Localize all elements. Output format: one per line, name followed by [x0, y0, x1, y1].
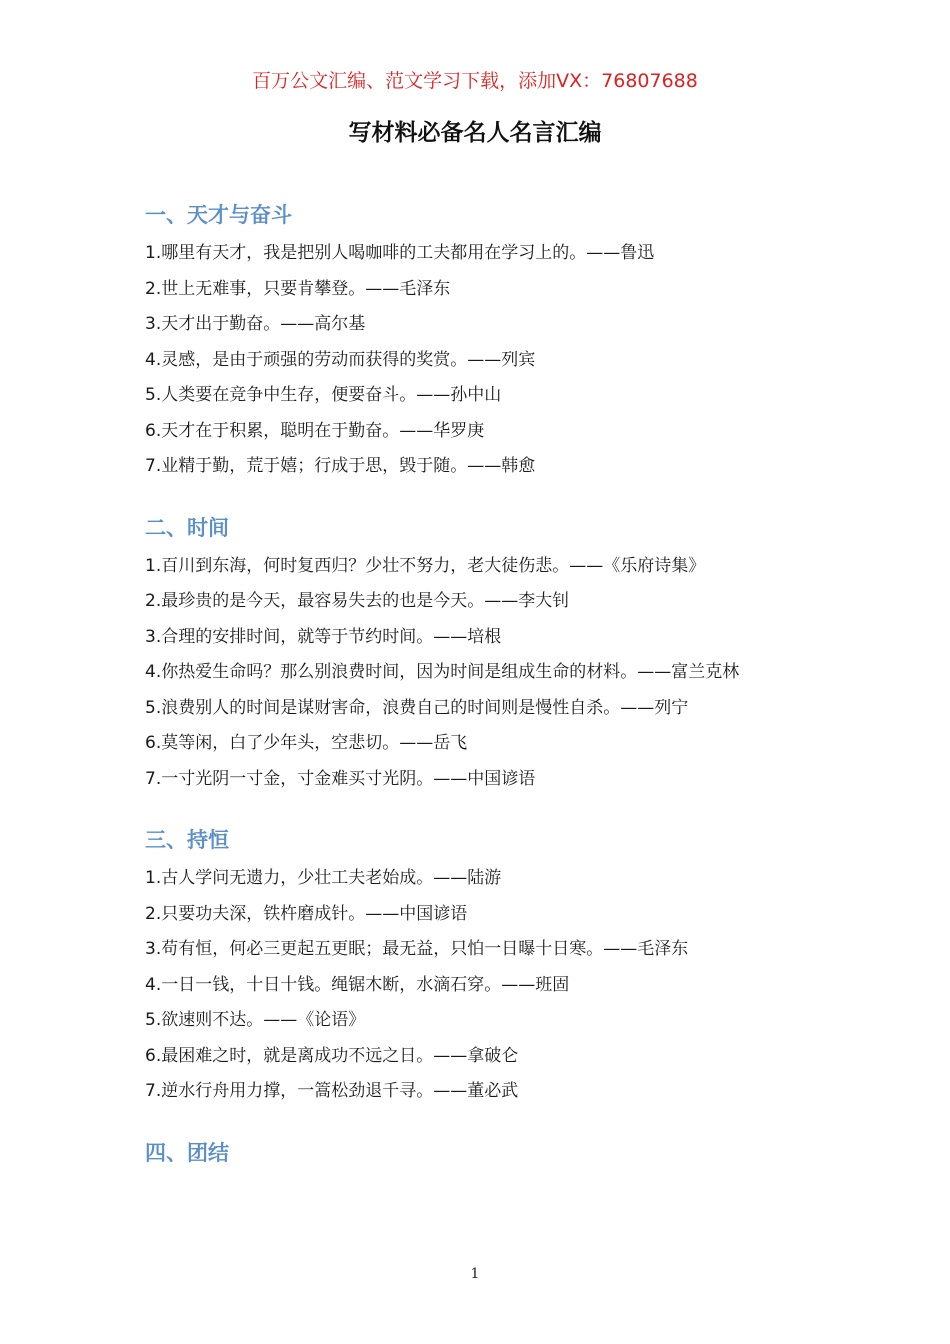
quote-item: 7.一寸光阴一寸金，寸金难买寸光阴。——中国谚语	[145, 768, 536, 789]
section-perseverance	[145, 825, 805, 1110]
quote-item: 3.天才出于勤奋。——高尔基	[145, 314, 366, 334]
quote-item: 5.人类要在竞争中生存，便要奋斗。——孙中山	[145, 385, 502, 405]
promo-banner: 百万公文汇编、范文学习下载，添加VX：76807688	[252, 70, 698, 92]
quote-item: 1.百川到东海，何时复西归？少壮不努力，老大徒伤悲。——《乐府诗集》	[145, 555, 706, 576]
quote-item: 4.灵感，是由于顽强的劳动而获得的奖赏。——列宾	[145, 349, 536, 370]
page-number: 1	[470, 1266, 480, 1282]
document-title: 写材料必备名人名言汇编	[348, 120, 602, 146]
quote-item: 1.古人学问无遗力，少壮工夫老始成。——陆游	[145, 868, 502, 888]
quote-item: 3.合理的安排时间，就等于节约时间。——培根	[145, 626, 502, 647]
quote-item: 6.天才在于积累，聪明在于勤奋。——华罗庚	[145, 420, 485, 441]
quote-item: 2.只要功夫深，铁杵磨成针。——中国谚语	[145, 903, 468, 924]
quote-item: 7.逆水行舟用力撑，一篙松劲退千寻。——董必武	[145, 1081, 519, 1101]
quote-item: 2.世上无难事，只要肯攀登。——毛泽东	[145, 278, 451, 299]
section-unity	[145, 1138, 805, 1168]
quote-item: 4.一日一钱，十日十钱。绳锯木断，水滴石穿。——班固	[145, 974, 570, 995]
quote-item: 6.最困难之时，就是离成功不远之日。——拿破仑	[145, 1045, 519, 1066]
quote-item: 3.苟有恒，何必三更起五更眠；最无益，只怕一日曝十日寒。——毛泽东	[145, 939, 689, 959]
section-heading: 二、时间	[145, 515, 229, 540]
quote-item: 6.莫等闲，白了少年头，空悲切。——岳飞	[145, 733, 468, 753]
section-heading: 一、天才与奋斗	[145, 203, 292, 227]
section-heading: 四、团结	[145, 1140, 229, 1165]
quote-item: 4.你热爱生命吗？那么别浪费时间，因为时间是组成生命的材料。——富兰克林	[145, 662, 740, 682]
quote-item: 5.浪费别人的时间是谋财害命，浪费自己的时间则是慢性自杀。——列宁	[145, 697, 689, 718]
section-time	[145, 513, 805, 798]
document-body	[145, 200, 805, 1196]
section-heading: 三、持恒	[145, 828, 229, 852]
quote-item: 5.欲速则不达。——《论语》	[145, 1010, 366, 1030]
quote-item: 2.最珍贵的是今天，最容易失去的也是今天。——李大钊	[145, 591, 570, 611]
quote-item: 1.哪里有天才，我是把别人喝咖啡的工夫都用在学习上的。——鲁迅	[145, 243, 655, 263]
quote-item: 7.业精于勤，荒于嬉；行成于思，毁于随。——韩愈	[145, 456, 536, 476]
section-genius-and-struggle	[145, 200, 805, 485]
